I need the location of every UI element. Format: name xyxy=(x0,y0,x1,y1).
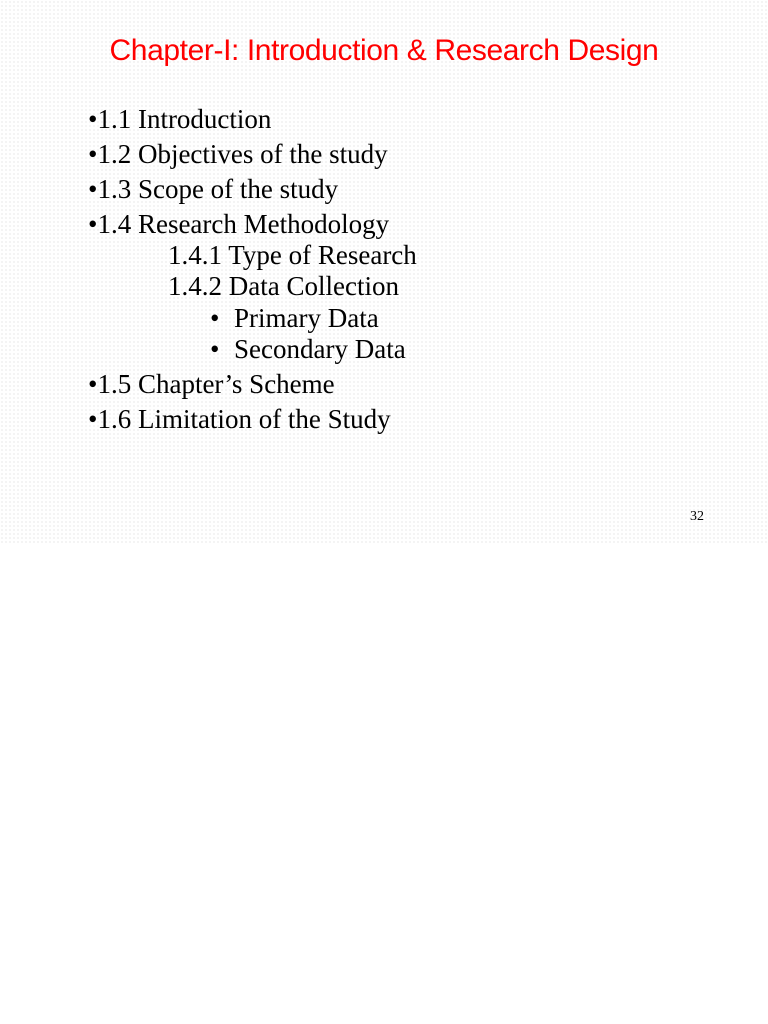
outline-item-introduction: •1.1 Introduction xyxy=(88,104,272,134)
outline-item-chapters-scheme: •1.5 Chapter’s Scheme xyxy=(88,369,335,399)
outline-item-scope: •1.3 Scope of the study xyxy=(88,174,339,204)
outline-item-research-methodology: •1.4 Research Methodology xyxy=(88,209,390,239)
outline-subitem-type-of-research: 1.4.1 Type of Research xyxy=(168,240,417,270)
page-number: 32 xyxy=(690,509,704,524)
outline-subitem-data-collection: 1.4.2 Data Collection xyxy=(168,271,399,301)
outline-subsubitem-primary-data: • Primary Data xyxy=(210,303,379,333)
outline-item-limitation: •1.6 Limitation of the Study xyxy=(88,404,391,434)
slide-title: Chapter-I: Introduction & Research Design xyxy=(109,34,659,67)
outline-item-objectives: •1.2 Objectives of the study xyxy=(88,139,388,169)
outline-subsubitem-secondary-data: • Secondary Data xyxy=(210,334,406,364)
